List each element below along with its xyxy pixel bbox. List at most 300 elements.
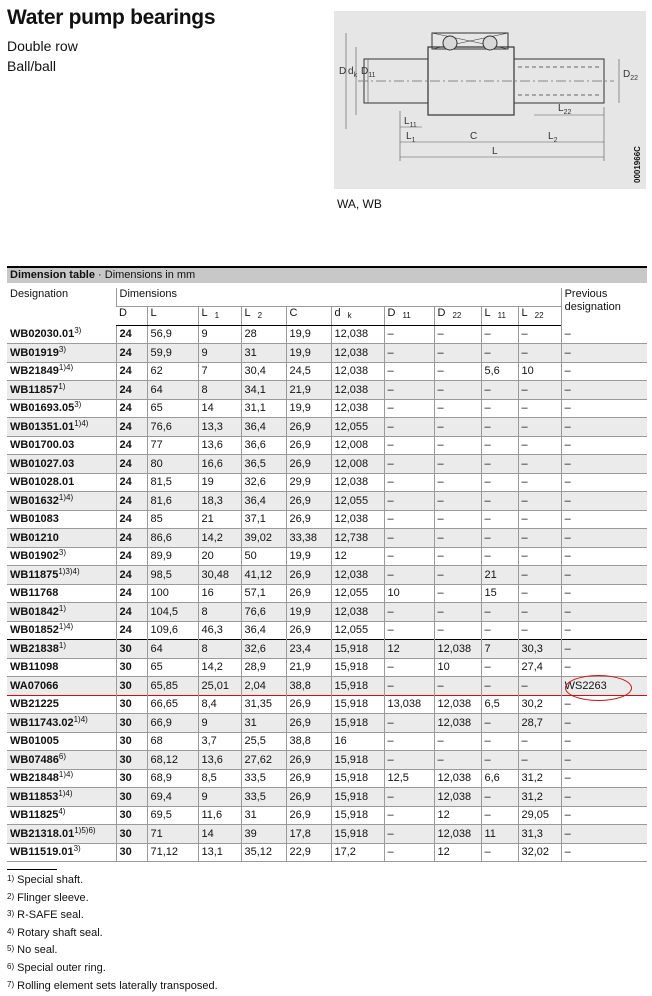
cell-designation: WB11857$^{1)}$ [10,381,66,396]
footnote: $^{6)}$ Special outer ring. [7,961,106,974]
cell-d22: – [434,603,481,622]
cell-designation: $WB01852^{1)4)}$ [10,622,74,637]
cell-l1: 20 [198,547,241,566]
cell-c: 26,9 [286,492,331,511]
cell-previous: – [561,658,647,677]
cell-c: 26,9 [286,584,331,603]
label-D22: $D_{22}$ [623,69,639,82]
cell-previous: – [561,436,647,455]
subcol-header: d k [331,307,384,326]
cell-dk: 12,038 [331,325,384,344]
cell-d11: – [384,825,434,844]
cell-l11: 21 [481,566,518,585]
cell-l11: 15 [481,584,518,603]
cell-l2: 25,5 [241,732,286,751]
cell-previous: – [561,584,647,603]
cell-d11: – [384,325,434,344]
cell-c: 26,9 [286,714,331,733]
cell-l1: 16 [198,584,241,603]
cell-l2: 36,6 [241,436,286,455]
cell-l2: 36,5 [241,455,286,474]
cell-l1: 13,6 [198,751,241,770]
cell-d: 24 [116,621,147,640]
cell-l2: 28,9 [241,658,286,677]
cell-l: 69,4 [147,788,198,807]
cell-d22: – [434,381,481,400]
cell-c: 33,38 [286,529,331,548]
cell-previous: – [561,788,647,807]
highlight-circle [565,675,632,701]
cell-d22: 12,038 [434,769,481,788]
cell-l22: – [518,584,561,603]
drawing-code: 0001966C [633,146,642,183]
cell-d11: 10 [384,584,434,603]
cell-c: 19,9 [286,547,331,566]
cell-l: 59,9 [147,344,198,363]
cell-designation: $WB11853^{1)4)}$ [10,788,73,803]
cell-previous: – [561,381,647,400]
table-row [7,640,647,659]
cell-l1: 14 [198,825,241,844]
cell-designation: WB01083 [10,513,59,526]
footnote: $^{4)}$ Rotary shaft seal. [7,926,103,939]
cell-designation: $WB21849^{1)4)}$ [10,363,74,378]
cell-dk: 15,918 [331,714,384,733]
cell-l22: 32,02 [518,843,561,862]
cell-c: 26,9 [286,806,331,825]
table-row [7,492,647,511]
cell-d22: – [434,529,481,548]
cell-d11: – [384,806,434,825]
table-row [7,381,647,400]
cell-l: 86,6 [147,529,198,548]
cell-dk: 15,918 [331,769,384,788]
cell-l1: 25,01 [198,677,241,696]
cell-c: 22,9 [286,843,331,862]
cell-d22: 10 [434,658,481,677]
table-row [7,603,647,622]
cell-dk: 17,2 [331,843,384,862]
cell-dk: 12,038 [331,399,384,418]
cell-d22: 12,038 [434,714,481,733]
cell-l: 68,12 [147,751,198,770]
cell-dk: 12,038 [331,510,384,529]
cell-previous: – [561,843,647,862]
cell-dk: 12,055 [331,584,384,603]
cell-previous: – [561,769,647,788]
cell-l22: 31,3 [518,825,561,844]
cell-l: 66,65 [147,695,198,714]
footnote-rule [7,869,57,870]
cell-d: 24 [116,455,147,474]
label-C: C [470,131,478,142]
cell-l2: 33,5 [241,769,286,788]
cell-previous: WS2263 [561,677,647,696]
cell-l11: 6,5 [481,695,518,714]
cell-l11: 11 [481,825,518,844]
cell-c: 19,9 [286,344,331,363]
cell-l11: – [481,418,518,437]
cell-l: 64 [147,381,198,400]
subcol-header: L 1 [198,307,241,326]
cell-previous: – [561,566,647,585]
cell-l11: – [481,455,518,474]
bearing-drawing [334,11,646,189]
cell-l2: 31 [241,344,286,363]
cell-dk: 15,918 [331,677,384,696]
cell-d11: 13,038 [384,695,434,714]
cell-d11: – [384,677,434,696]
cell-c: 17,8 [286,825,331,844]
cell-l22: – [518,547,561,566]
cell-l2: 36,4 [241,418,286,437]
cell-designation: $WB11875^{1)3)4)}$ [10,566,80,581]
cell-designation: WB01005 [10,735,59,748]
cell-l: 76,6 [147,418,198,437]
cell-l11: – [481,806,518,825]
cell-l1: 46,3 [198,621,241,640]
cell-l2: 27,62 [241,751,286,770]
cell-l1: 9 [198,325,241,344]
cell-designation: WB01700.03 [10,439,75,452]
cell-d: 24 [116,381,147,400]
cell-l22: – [518,399,561,418]
cell-d22: – [434,732,481,751]
cell-d22: – [434,584,481,603]
table-row [7,547,647,566]
cell-d22: 12 [434,806,481,825]
cell-l11: – [481,603,518,622]
cell-d: 24 [116,362,147,381]
footnote: $^{5)}$ No seal. [7,944,58,957]
cell-l1: 3,7 [198,732,241,751]
cell-l: 85 [147,510,198,529]
cell-dk: 12,038 [331,381,384,400]
label-D: D [339,66,347,77]
footnote: $^{7)}$ Rolling element sets laterally transposed. [7,979,218,992]
cell-designation: WB21838$^{1)}$ [10,640,67,655]
cell-l22: 28,7 [518,714,561,733]
cell-dk: 12,038 [331,473,384,492]
cell-l: 89,9 [147,547,198,566]
cell-l22: – [518,473,561,492]
cell-l2: 76,6 [241,603,286,622]
cell-d: 24 [116,603,147,622]
table-row [7,362,647,381]
cell-d: 30 [116,825,147,844]
cell-l2: 57,1 [241,584,286,603]
col-previous-designation: Previous designation [561,288,647,325]
cell-d11: – [384,455,434,474]
cell-l22: – [518,455,561,474]
cell-dk: 12,738 [331,529,384,548]
subcol-header: L 2 [241,307,286,326]
cell-designation: WB11825$^{4)}$ [10,807,66,822]
cell-d: 24 [116,492,147,511]
cell-previous: – [561,325,647,344]
cell-d11: – [384,362,434,381]
cell-d: 30 [116,695,147,714]
cell-d11: 12 [384,640,434,659]
drawing-caption: WA, WB [337,197,382,211]
cell-c: 26,9 [286,621,331,640]
cell-d: 30 [116,806,147,825]
cell-l1: 14,2 [198,658,241,677]
cell-l22: – [518,732,561,751]
cell-d: 24 [116,399,147,418]
cell-designation: WB02030.01$^{3)}$ [10,326,82,340]
cell-l11: – [481,492,518,511]
cell-d22: – [434,436,481,455]
cell-d22: – [434,344,481,363]
cell-l: 62 [147,362,198,381]
table-row [7,658,647,677]
cell-previous: – [561,806,647,825]
dimension-table-caption: Dimension table · Dimensions in mm [7,266,647,283]
cell-l11: – [481,473,518,492]
cell-l11: – [481,381,518,400]
cell-l22: – [518,436,561,455]
cell-l22: 31,2 [518,769,561,788]
cell-d22: – [434,399,481,418]
cell-l22: – [518,510,561,529]
cell-designation: WA07066 [10,679,59,692]
cell-l1: 8 [198,640,241,659]
cell-d11: – [384,381,434,400]
cell-l11: – [481,751,518,770]
table-row [7,751,647,770]
cell-designation: $WB01351.01^{1)4)}$ [10,418,89,433]
cell-designation: WB01693.05$^{3)}$ [10,400,82,415]
cell-designation: WB21225 [10,698,59,711]
cell-l22: 27,4 [518,658,561,677]
cell-previous: – [561,399,647,418]
table-row [7,399,647,418]
subcol-header: L [147,307,198,326]
cell-d: 30 [116,751,147,770]
cell-l1: 9 [198,714,241,733]
cell-l: 100 [147,584,198,603]
subtitle-element-type: Ball/ball [7,58,57,74]
cell-d11: – [384,714,434,733]
cell-l1: 9 [198,344,241,363]
cell-l11: – [481,510,518,529]
cell-l22: – [518,529,561,548]
cell-l11: – [481,714,518,733]
cell-d: 30 [116,658,147,677]
cell-l2: 31 [241,806,286,825]
footnote: $^{3)}$ R-SAFE seal. [7,909,84,922]
table-row [7,325,647,344]
cell-designation: WB01027.03 [10,457,75,470]
cell-l1: 21 [198,510,241,529]
cell-l22: 10 [518,362,561,381]
cell-l1: 11,6 [198,806,241,825]
cell-previous: – [561,455,647,474]
cell-l: 80 [147,455,198,474]
cell-d: 24 [116,418,147,437]
cell-l11: – [481,621,518,640]
cell-l2: 33,5 [241,788,286,807]
table-row [7,436,647,455]
cell-l22: – [518,381,561,400]
cell-l1: 8 [198,381,241,400]
cell-designation: $WB21318.01^{1)5)6)}$ [10,825,96,840]
cell-l: 65 [147,399,198,418]
footnotes [7,872,218,995]
cell-previous: – [561,344,647,363]
cell-c: 26,9 [286,566,331,585]
cell-d11: – [384,547,434,566]
cell-l2: 28 [241,325,286,344]
table-row [7,788,647,807]
cell-l2: 34,1 [241,381,286,400]
cell-l2: 50 [241,547,286,566]
cell-designation: WB01028.01 [10,476,75,489]
cell-l2: 31,1 [241,399,286,418]
cell-c: 26,9 [286,788,331,807]
cell-l1: 30,48 [198,566,241,585]
cell-l1: 9 [198,788,241,807]
cell-d: 24 [116,325,147,344]
cell-d22: – [434,510,481,529]
table-row [7,510,647,529]
table-row [7,695,647,714]
cell-designation: WB01902$^{3)}$ [10,548,67,563]
table-row [7,584,647,603]
cell-d22: – [434,621,481,640]
cell-previous: – [561,751,647,770]
table-row [7,825,647,844]
table-row [7,769,647,788]
cell-previous: – [561,547,647,566]
cell-l11: 7 [481,640,518,659]
cell-l: 77 [147,436,198,455]
cell-l2: 31 [241,714,286,733]
cell-previous: – [561,621,647,640]
cell-d11: – [384,399,434,418]
cell-previous: – [561,732,647,751]
cell-dk: 15,918 [331,788,384,807]
table-row [7,621,647,640]
cell-l2: 37,1 [241,510,286,529]
label-L: L [492,146,498,157]
label-L2: $L_2$ [548,131,558,144]
cell-l22: – [518,492,561,511]
cell-previous: – [561,362,647,381]
cell-l22: 30,3 [518,640,561,659]
cell-d22: 12,038 [434,825,481,844]
cell-d11: – [384,843,434,862]
cell-l: 68 [147,732,198,751]
cell-l11: – [481,344,518,363]
cell-c: 26,9 [286,436,331,455]
cell-l: 64 [147,640,198,659]
cell-l: 65,85 [147,677,198,696]
cell-d11: – [384,510,434,529]
subtitle-row-type: Double row [7,38,78,54]
cell-designation: WB01842$^{1)}$ [10,603,67,618]
cell-d: 24 [116,584,147,603]
cell-previous: – [561,492,647,511]
cell-d22: – [434,492,481,511]
table-row [7,732,647,751]
cell-d11: – [384,658,434,677]
cell-l11: 5,6 [481,362,518,381]
label-L22: $L_{22}$ [558,103,572,116]
cell-c: 24,5 [286,362,331,381]
cell-dk: 12,038 [331,566,384,585]
cell-dk: 12,038 [331,344,384,363]
cell-previous: – [561,695,647,714]
cell-previous: – [561,825,647,844]
label-L1: $L_1$ [406,131,416,144]
cell-dk: 15,918 [331,751,384,770]
label-L11: $L_{11}$ [404,116,417,129]
cell-d: 30 [116,640,147,659]
table-row [7,714,647,733]
cell-l2: 2,04 [241,677,286,696]
cell-designation: WB01210 [10,531,59,544]
cell-previous: – [561,640,647,659]
table-row [7,418,647,437]
cell-dk: 12,008 [331,455,384,474]
subcol-header: L 22 [518,307,561,326]
cell-c: 38,8 [286,677,331,696]
footnote: $^{2)}$ Flinger sleeve. [7,891,89,904]
cell-c: 26,9 [286,751,331,770]
cell-dk: 12,038 [331,603,384,622]
cell-l2: 41,12 [241,566,286,585]
cell-dk: 15,918 [331,640,384,659]
cell-l22: – [518,344,561,363]
cell-dk: 15,918 [331,825,384,844]
cell-previous: – [561,714,647,733]
cell-l22: 30,2 [518,695,561,714]
dimension-table [7,288,647,862]
cell-d11: – [384,529,434,548]
cell-c: 26,9 [286,695,331,714]
cell-l22: – [518,677,561,696]
cell-d: 30 [116,769,147,788]
cell-c: 19,9 [286,325,331,344]
cell-l1: 8 [198,603,241,622]
col-designation: Designation [10,288,69,300]
cell-d22: – [434,325,481,344]
cell-d11: – [384,473,434,492]
cell-dk: 16 [331,732,384,751]
cell-dk: 15,918 [331,658,384,677]
cell-d11: – [384,344,434,363]
col-dimensions: Dimensions [116,288,561,307]
cell-dk: 12,008 [331,436,384,455]
table-row [7,473,647,492]
cell-l11: – [481,732,518,751]
cell-previous: – [561,529,647,548]
cell-previous: – [561,473,647,492]
cell-dk: 12,055 [331,492,384,511]
cell-l: 65 [147,658,198,677]
cell-d: 24 [116,547,147,566]
cell-d22: – [434,566,481,585]
cell-d22: 12,038 [434,788,481,807]
cell-c: 19,9 [286,399,331,418]
cell-l11: – [481,399,518,418]
cell-designation: $WB01632^{1)4)}$ [10,492,74,507]
cell-l: 104,5 [147,603,198,622]
cell-d22: – [434,473,481,492]
table-row [7,344,647,363]
